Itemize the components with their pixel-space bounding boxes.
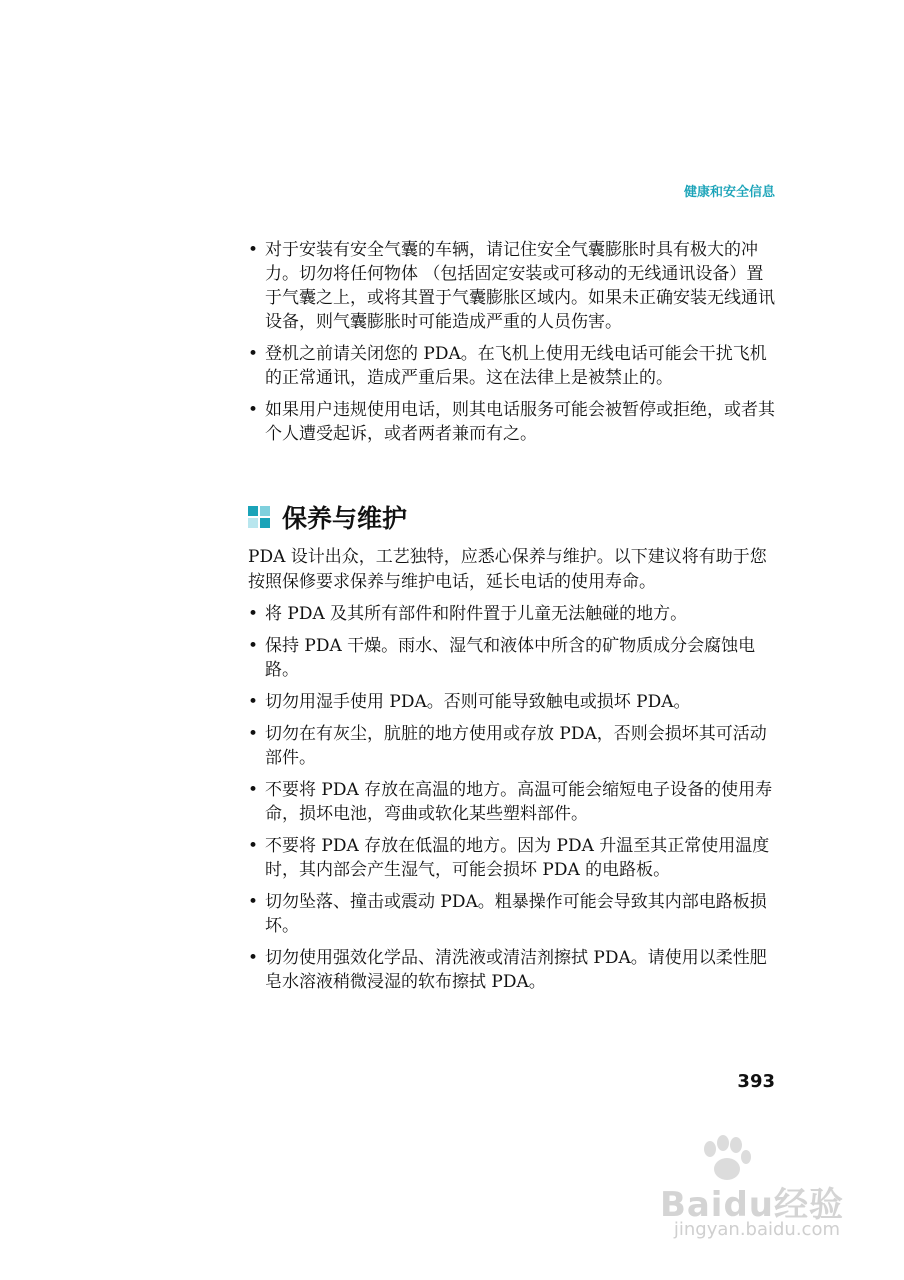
list-item bbox=[248, 342, 778, 390]
watermark-logo: Baidu经验 bbox=[659, 1185, 844, 1225]
list-item-text: 不要将 PDA 存放在高温的地方。高温可能会缩短电子设备的使用寿命，损坏电池，弯曲或软化某些塑料部件。 bbox=[265, 780, 773, 824]
list-item bbox=[248, 634, 778, 682]
list-item bbox=[248, 778, 778, 826]
list-item bbox=[248, 238, 778, 334]
page-number: 393 bbox=[737, 1071, 775, 1092]
list-item-text: 切勿用湿手使用 PDA。否则可能导致触电或损坏 PDA。 bbox=[265, 692, 691, 712]
safety-bullet-list bbox=[248, 238, 778, 454]
bullet-icon: • bbox=[248, 892, 259, 912]
care-bullet-list bbox=[248, 602, 778, 1002]
list-item-text: 保持 PDA 干燥。雨水、湿气和液体中所含的矿物质成分会腐蚀电路。 bbox=[265, 636, 756, 680]
list-item-text: 登机之前请关闭您的 PDA。在飞机上使用无线电话可能会干扰飞机的正常通讯，造成严重后果。这在法律上是被禁止的。 bbox=[265, 344, 767, 388]
list-item bbox=[248, 890, 778, 938]
bullet-icon: • bbox=[248, 836, 259, 856]
bullet-icon: • bbox=[248, 724, 259, 744]
list-item-text: 不要将 PDA 存放在低温的地方。因为 PDA 升温至其正常使用温度时，其内部会产生湿气，可能会损坏 PDA 的电路板。 bbox=[265, 836, 770, 880]
bullet-icon: • bbox=[248, 604, 259, 624]
bullet-icon: • bbox=[248, 780, 259, 800]
bullet-icon: • bbox=[248, 636, 259, 656]
list-item bbox=[248, 602, 778, 626]
section-squares-icon bbox=[248, 506, 270, 528]
section-title: 保养与维护 bbox=[282, 504, 408, 533]
list-item-text: 切勿坠落、撞击或震动 PDA。粗暴操作可能会导致其内部电路板损坏。 bbox=[265, 892, 767, 936]
page-header-title: 健康和安全信息 bbox=[683, 185, 775, 200]
list-item-text: 切勿使用强效化学品、清洗液或清洁剂擦拭 PDA。请使用以柔性肥皂水溶液稍微浸湿的软布擦拭 PDA。 bbox=[265, 948, 767, 992]
bullet-icon: • bbox=[248, 948, 259, 968]
list-item bbox=[248, 946, 778, 994]
list-item-text: 如果用户违规使用电话，则其电话服务可能会被暂停或拒绝，或者其个人遭受起诉，或者两者兼而有之。 bbox=[265, 400, 775, 444]
list-item-text: 对于安装有安全气囊的车辆，请记住安全气囊膨胀时具有极大的冲力。切勿将任何物体 （包括固定安装或可移动的无线通讯设备）置于气囊之上，或将其置于气囊膨胀区域内。如果未正确安装无线通讯设备，则气囊膨胀时可能造成严重的人员伤害。 bbox=[265, 240, 775, 332]
list-item bbox=[248, 834, 778, 882]
list-item bbox=[248, 722, 778, 770]
section-intro: PDA 设计出众，工艺独特，应悉心保养与维护。以下建议将有助于您按照保修要求保养与维护电话，延长电话的使用寿命。 bbox=[248, 547, 767, 592]
bullet-icon: • bbox=[248, 240, 259, 260]
bullet-icon: • bbox=[248, 344, 259, 364]
list-item-text: 切勿在有灰尘，肮脏的地方使用或存放 PDA，否则会损坏其可活动部件。 bbox=[265, 724, 767, 768]
bullet-icon: • bbox=[248, 692, 259, 712]
list-item bbox=[248, 690, 778, 714]
list-item-text: 将 PDA 及其所有部件和附件置于儿童无法触碰的地方。 bbox=[265, 604, 688, 624]
watermark-url: jingyan.baidu.com bbox=[673, 1219, 840, 1240]
baidu-watermark bbox=[636, 1135, 846, 1245]
list-item bbox=[248, 398, 778, 446]
bullet-icon: • bbox=[248, 400, 259, 420]
section-heading bbox=[248, 499, 407, 535]
